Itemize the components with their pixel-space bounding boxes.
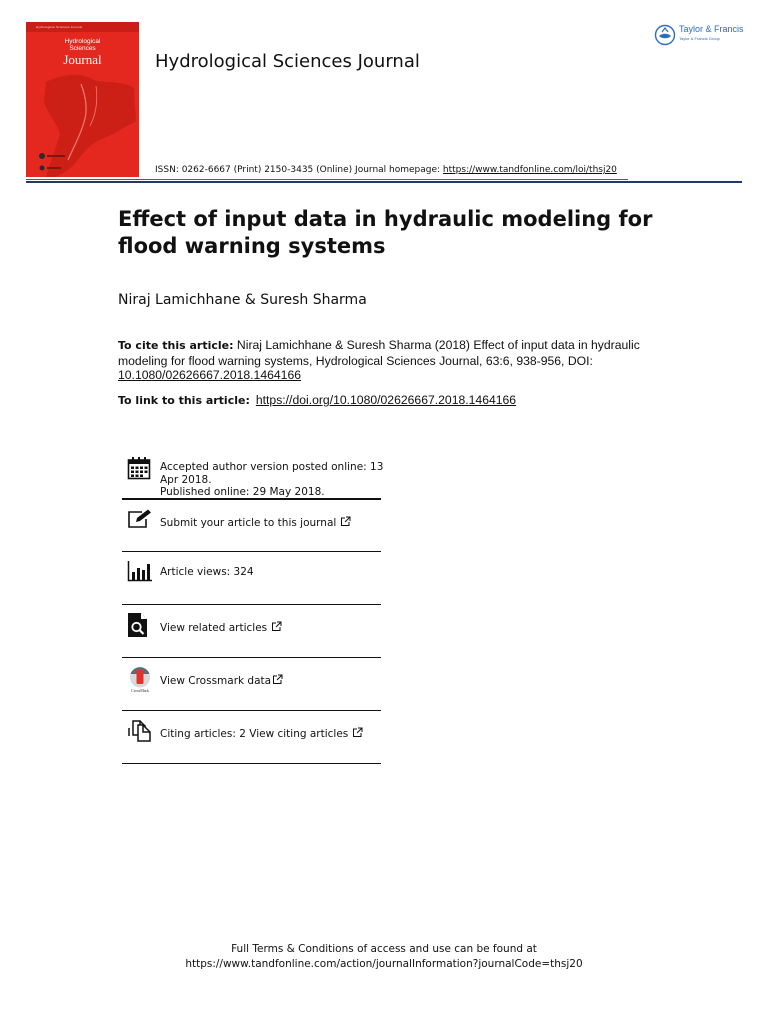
row-divider xyxy=(122,498,381,500)
cover-title-large: Journal xyxy=(63,52,102,67)
row-divider xyxy=(122,604,381,605)
footer-terms-link[interactable]: https://www.tandfonline.com/action/journalInformation?journalCode=thsj20 xyxy=(185,957,583,970)
article-authors: Niraj Lamichhane & Suresh Sharma xyxy=(118,292,367,308)
row-divider xyxy=(122,551,381,552)
cover-title-small: Hydrological Sciences xyxy=(64,38,101,52)
publication-dates xyxy=(160,461,383,499)
article-doi-link[interactable]: https://doi.org/10.1080/02626667.2018.1464166 xyxy=(255,393,517,407)
accepted-date-cont: Apr 2018. xyxy=(160,473,212,486)
citing-icon xyxy=(127,720,152,742)
journal-homepage-link[interactable]: https://www.tandfonline.com/loi/thsj20 xyxy=(442,165,617,175)
crossmark-logo-text: CrossMark xyxy=(131,688,149,693)
publisher-subname: Taylor & Francis Group xyxy=(679,36,720,41)
cite-label: To cite this article: xyxy=(118,339,234,352)
published-date: Published online: 29 May 2018. xyxy=(160,486,325,498)
header-divider-blue xyxy=(26,181,742,183)
link-label: To link to this article: xyxy=(118,394,250,407)
external-link-icon xyxy=(272,674,283,685)
external-link-icon xyxy=(271,621,282,632)
article-views: Article views: 324 xyxy=(160,566,254,578)
view-crossmark-link[interactable]: View Crossmark data xyxy=(160,674,283,687)
issn-text: ISSN: 0262-6667 (Print) 2150-3435 (Online) Journal homepage: xyxy=(155,165,443,175)
row-divider xyxy=(122,657,381,658)
cite-doi-link[interactable]: 10.1080/02626667.2018.1464166 xyxy=(118,368,301,382)
publisher-name: Taylor & Francis xyxy=(679,24,744,34)
external-link-icon xyxy=(352,727,363,738)
footer-terms xyxy=(0,942,768,971)
row-divider xyxy=(122,763,381,764)
search-document-icon xyxy=(128,613,148,638)
link-block xyxy=(118,393,516,407)
taylor-francis-logo-icon xyxy=(654,24,676,46)
cover-top-line: Hydrological Sciences Journal xyxy=(36,25,82,29)
cite-text: Niraj Lamichhane & Suresh Sharma (2018) Effect of input data in hydraulic modeling for flood warning systems, Hydrological Sciences Journal, 63:6, 938-956, DOI: xyxy=(118,338,640,368)
taylor-francis-logo[interactable] xyxy=(654,22,746,48)
pencil-icon xyxy=(127,508,153,530)
citation-block xyxy=(118,338,648,383)
accepted-date: Accepted author version posted online: 13 xyxy=(160,461,384,473)
submit-article-link[interactable]: Submit your article to this journal xyxy=(160,516,351,529)
row-divider xyxy=(122,710,381,711)
crossmark-icon xyxy=(126,667,154,695)
view-related-articles-link[interactable]: View related articles xyxy=(160,621,282,634)
issn-line xyxy=(155,165,617,175)
footer-terms-line1: Full Terms & Conditions of access and use can be found at xyxy=(231,943,537,955)
bar-chart-icon xyxy=(127,561,153,582)
journal-title: Hydrological Sciences Journal xyxy=(155,51,420,72)
journal-cover-image xyxy=(26,22,139,177)
calendar-icon xyxy=(127,456,151,480)
citing-articles-link[interactable]: Citing articles: 2 View citing articles xyxy=(160,727,363,740)
article-title: Effect of input data in hydraulic modeling for flood warning systems xyxy=(118,207,653,258)
external-link-icon xyxy=(340,516,351,527)
header-divider-thin xyxy=(26,179,628,180)
